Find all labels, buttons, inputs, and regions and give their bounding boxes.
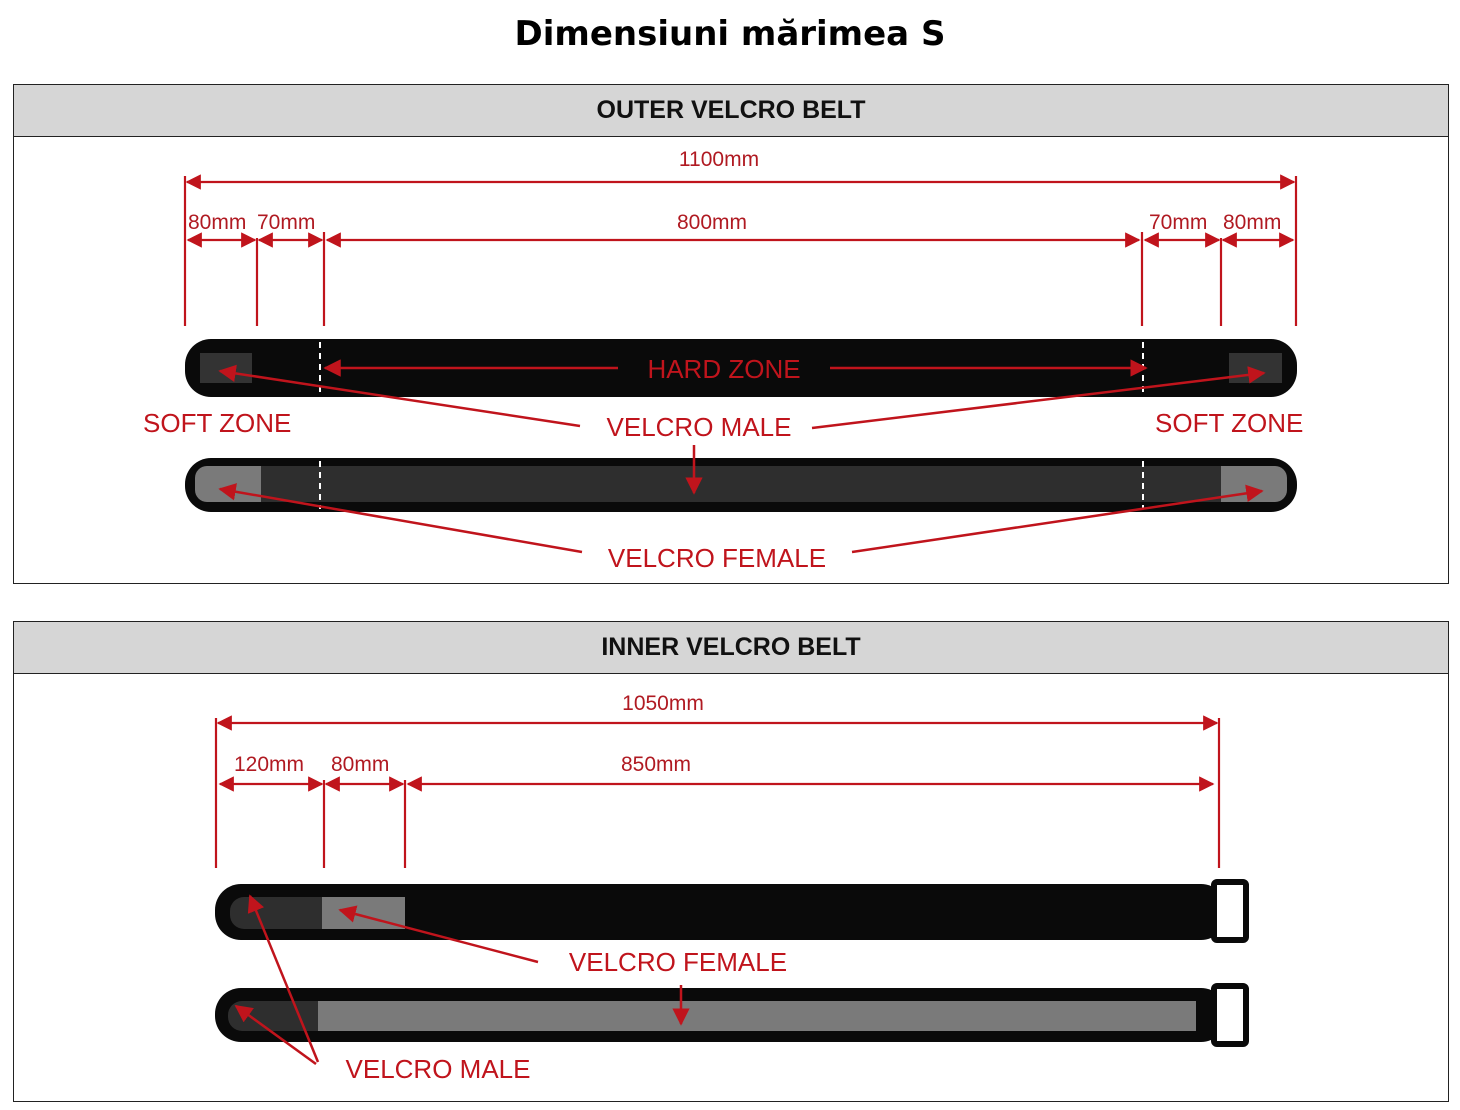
outer-seg-70-left-label: 70mm — [257, 211, 316, 234]
outer-total-label: 1100mm — [678, 148, 760, 171]
outer-velcro-male-right-patch — [1229, 353, 1282, 383]
outer-belt-heading: OUTER VELCRO BELT — [14, 85, 1448, 137]
inner-velcro-female-strip — [318, 1001, 1196, 1031]
outer-velcro-male-left-patch — [200, 353, 252, 383]
outer-belt-bottom — [185, 458, 1297, 512]
soft-zone-right-label: SOFT ZONE — [1155, 408, 1304, 438]
inner-velcro-female-label: VELCRO FEMALE — [568, 947, 788, 977]
inner-seg-120-label: 120mm — [234, 753, 305, 776]
inner-seg-850-label: 850mm — [620, 753, 692, 776]
outer-seg-80-left-label: 80mm — [188, 211, 247, 234]
outer-dimension-lines — [185, 176, 1296, 326]
inner-belt-heading: INNER VELCRO BELT — [14, 622, 1448, 674]
outer-seg-70-right-label: 70mm — [1149, 211, 1208, 234]
page-title: Dimensiuni mărimea S — [514, 14, 946, 54]
outer-seg-800-label: 800mm — [676, 211, 748, 234]
inner-belt-top — [215, 882, 1246, 940]
outer-velcro-male-label: VELCRO MALE — [606, 412, 792, 442]
inner-belt-top-buckle — [1214, 882, 1246, 940]
soft-zone-left-label: SOFT ZONE — [143, 408, 292, 438]
inner-seg-80-label: 80mm — [331, 753, 390, 776]
outer-seg-80-right-label: 80mm — [1223, 211, 1282, 234]
inner-total-label: 1050mm — [622, 692, 704, 715]
hard-zone-label: HARD ZONE — [647, 354, 801, 384]
inner-velcro-male-label: VELCRO MALE — [345, 1054, 531, 1084]
inner-belt-bottom — [215, 986, 1246, 1044]
inner-dimension-lines — [216, 718, 1219, 868]
inner-belt-bottom-buckle — [1214, 986, 1246, 1044]
outer-velcro-female-label: VELCRO FEMALE — [607, 543, 827, 573]
